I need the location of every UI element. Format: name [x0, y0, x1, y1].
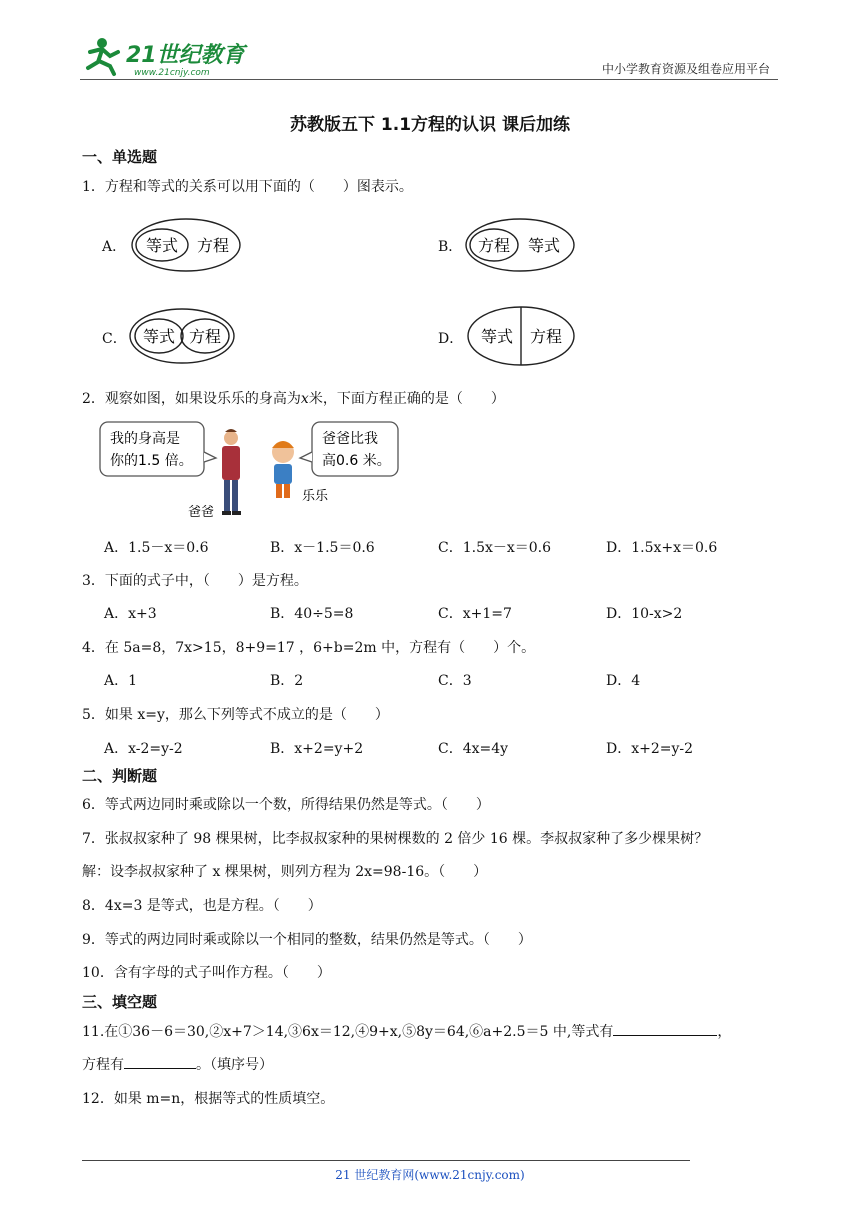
site-logo — [80, 34, 260, 78]
q4-option-d: D．4 — [606, 673, 641, 689]
question-9: 9．等式的两边同时乘或除以一个相同的整数，结果仍然是等式。（ ） — [82, 932, 532, 948]
q2-illustration — [96, 418, 408, 522]
question-1-stem: 1．方程和等式的关系可以用下面的（ ）图表示。 — [82, 179, 413, 195]
q2-option-c: C．1.5x－x＝0.6 — [438, 540, 552, 556]
q1d-right-word: 方程 — [529, 327, 563, 346]
question-3-stem: 3．下面的式子中，（ ）是方程。 — [82, 573, 308, 589]
section-heading-true-false: 二、判断题 — [82, 767, 158, 785]
q2-option-a: A．1.5－x＝0.6 — [104, 540, 209, 556]
question-6: 6．等式两边同时乘或除以一个数，所得结果仍然是等式。（ ） — [82, 797, 490, 813]
q1d-left-word: 等式 — [480, 327, 514, 346]
q1c-left-word: 等式 — [142, 327, 176, 346]
q1a-outer-word: 方程 — [196, 236, 230, 255]
q4-option-b: B．2 — [270, 673, 304, 689]
lele-label: 乐乐 — [302, 489, 329, 504]
q5-option-a: A．x-2=y-2 — [104, 741, 183, 757]
q3-option-d: D．10-x>2 — [606, 606, 683, 622]
lele-speech-line2: 高0.6 米。 — [322, 453, 391, 469]
question-2-stem: 2．观察如图，如果设乐乐的身高为x米，下面方程正确的是（ ） — [82, 391, 505, 407]
q1b-inner-word: 方程 — [477, 236, 511, 255]
runner-icon — [88, 38, 118, 74]
q5-option-d: D．x+2=y-2 — [606, 741, 694, 757]
lele-figure — [272, 441, 294, 498]
question-8: 8．4x=3 是等式，也是方程。（ ） — [82, 898, 322, 914]
header-divider — [80, 79, 778, 80]
dad-speech-line1: 我的身高是 — [110, 431, 180, 447]
q2-option-b: B．x－1.5＝0.6 — [270, 540, 375, 556]
question-7-line2: 解：设李叔叔家种了 x 棵果树，则列方程为 2x=98-16。（ ） — [82, 864, 488, 880]
q1b-outer-word: 等式 — [527, 236, 561, 255]
q3-option-a: A．x+3 — [104, 606, 157, 622]
q4-option-a: A．1 — [104, 673, 138, 689]
logo-subtext: www.21cnjy.com — [134, 68, 210, 78]
q1-option-a-diagram — [130, 216, 242, 274]
dad-figure — [222, 429, 241, 515]
dad-speech-line2: 你的1.5 倍。 — [110, 453, 193, 469]
q3-option-b: B．40÷5=8 — [270, 606, 354, 622]
question-7-line1: 7．张叔叔家种了 98 棵果树，比李叔叔家种的果树棵数的 2 倍少 16 棵。李叔叔家种了多少棵果树？ — [82, 831, 709, 847]
header-platform-text: 中小学教育资源及组卷应用平台 — [601, 62, 770, 76]
question-5-stem: 5．如果 x=y，那么下列等式不成立的是（ ） — [82, 707, 389, 723]
question-10: 10．含有字母的式子叫作方程。（ ） — [82, 965, 331, 981]
footer-divider — [82, 1160, 690, 1161]
q1-option-b-label: B． — [438, 239, 463, 255]
q1a-inner-word: 等式 — [145, 236, 179, 255]
section-heading-single-choice: 一、单选题 — [82, 148, 158, 166]
page-title: 苏教版五下 1.1方程的认识 课后加练 — [290, 115, 570, 135]
q1-option-d-diagram — [466, 304, 576, 368]
q1-option-d-label: D． — [438, 331, 464, 347]
q11-methods-blank[interactable] — [124, 1054, 196, 1069]
q1-option-b-diagram — [464, 216, 576, 274]
q1-option-a-label: A． — [102, 239, 127, 255]
q2-option-d: D．1.5x+x＝0.6 — [606, 540, 718, 556]
footer-text: 21 世纪教育网(www.21cnjy.com) — [335, 1168, 525, 1182]
question-11-line1: 11.在①36－6＝30,②x+7＞14,③6x＝12,④9+x,⑤8y＝64,⑥a+2.5＝5 中,等式有 ， — [82, 1021, 731, 1041]
q5-option-c: C．4x=4y — [438, 741, 509, 757]
q4-option-c: C．3 — [438, 673, 472, 689]
question-4-stem: 4．在 5a=8，7x>15，8+9=17 ，6+b=2m 中，方程有（ ）个。 — [82, 640, 536, 656]
q1-option-c-diagram — [128, 306, 236, 366]
lele-speech-line1: 爸爸比我 — [322, 431, 378, 447]
logo-text: 21世纪教育 — [126, 43, 245, 68]
q5-option-b: B．x+2=y+2 — [270, 741, 364, 757]
q1-option-c-label: C． — [102, 331, 127, 347]
q3-option-c: C．x+1=7 — [438, 606, 512, 622]
q1c-right-word: 方程 — [188, 327, 222, 346]
section-heading-fill-blank: 三、填空题 — [82, 993, 158, 1011]
dad-label: 爸爸 — [188, 505, 215, 520]
q11-equations-blank[interactable] — [613, 1021, 717, 1036]
question-11-line2: 方程有 。（填序号） — [82, 1054, 273, 1074]
question-12: 12．如果 m=n，根据等式的性质填空。 — [82, 1091, 335, 1107]
